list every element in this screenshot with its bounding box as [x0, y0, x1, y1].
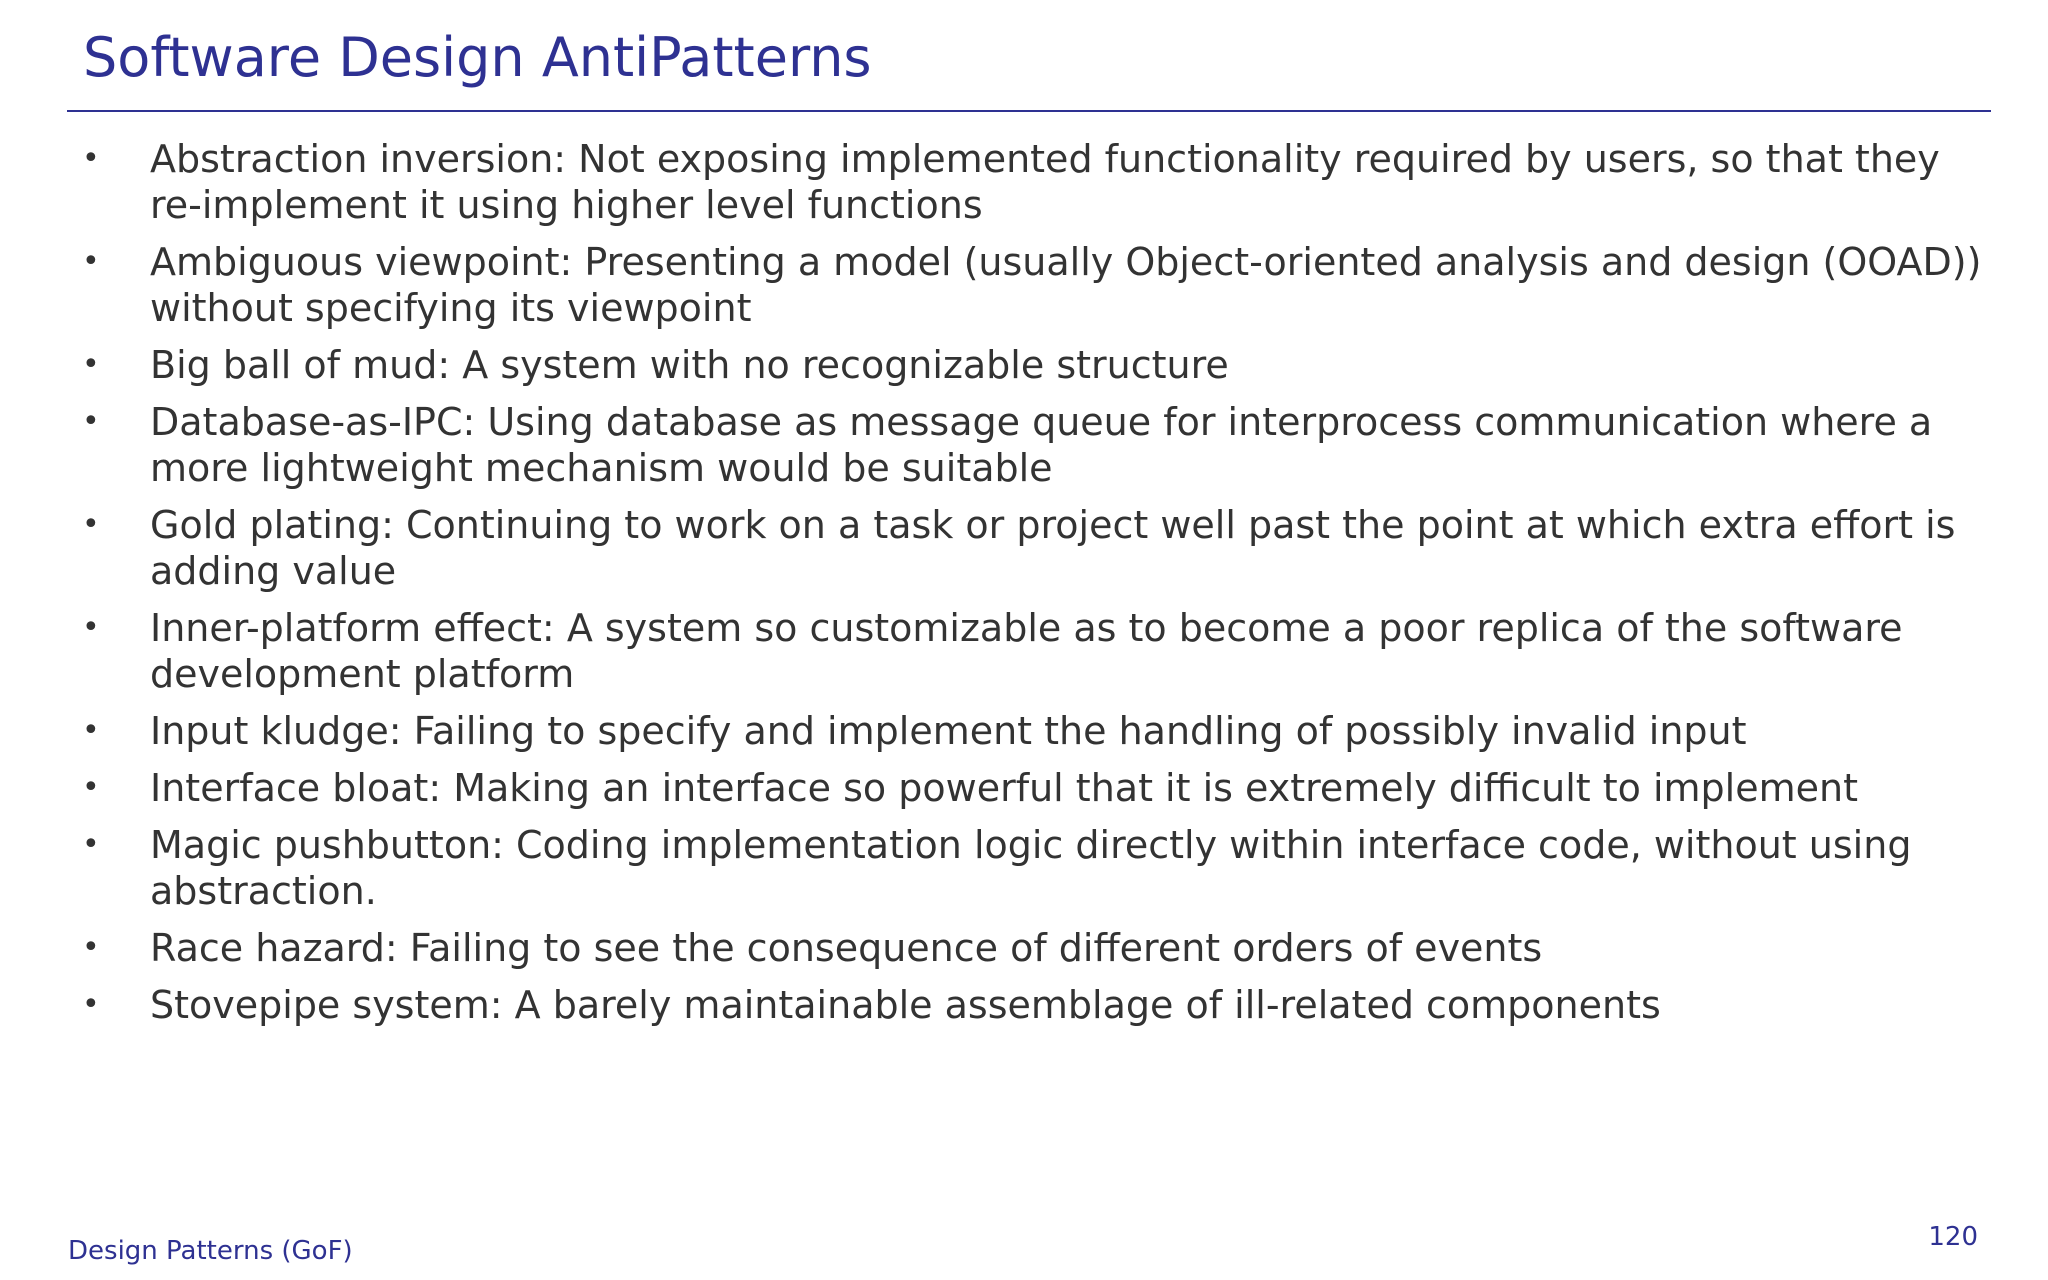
list-item: [82, 708, 1982, 754]
footer-text: Design Patterns (GoF): [68, 1236, 353, 1266]
list-item: [82, 342, 1982, 388]
bullet-text: Input kludge: Failing to specify and implement the handling of possibly invalid input: [150, 709, 1747, 753]
bullet-icon: •: [82, 987, 100, 1022]
page-number: 120: [1928, 1222, 1978, 1252]
bullet-list: [82, 136, 1982, 1039]
list-item: [82, 765, 1982, 811]
list-item: [82, 399, 1982, 491]
list-item: [82, 502, 1982, 594]
bullet-icon: •: [82, 404, 100, 439]
list-item: [82, 239, 1982, 331]
bullet-text: Interface bloat: Making an interface so powerful that it is extremely difficult to implement: [150, 766, 1858, 810]
bullet-icon: •: [82, 141, 100, 176]
bullet-icon: •: [82, 507, 100, 542]
bullet-text: Race hazard: Failing to see the consequence of different orders of events: [150, 926, 1543, 970]
list-item: [82, 605, 1982, 697]
bullet-icon: •: [82, 610, 100, 645]
bullet-text: Abstraction inversion: Not exposing implemented functionality required by users, so that they re-implement it using higher level functions: [150, 137, 1940, 227]
bullet-text: Gold plating: Continuing to work on a task or project well past the point at which extra effort is adding value: [150, 503, 1956, 593]
bullet-text: Big ball of mud: A system with no recognizable structure: [150, 343, 1229, 387]
slide-title: Software Design AntiPatterns: [83, 26, 872, 89]
list-item: [82, 822, 1982, 914]
bullet-icon: •: [82, 770, 100, 805]
bullet-icon: •: [82, 347, 100, 382]
bullet-text: Magic pushbutton: Coding implementation logic directly within interface code, without using abstraction.: [150, 823, 1912, 913]
list-item: [82, 925, 1982, 971]
bullet-text: Database-as-IPC: Using database as message queue for interprocess communication where a more lightweight mechanism would be suitable: [150, 400, 1933, 490]
bullet-text: Inner-platform effect: A system so customizable as to become a poor replica of the software development platform: [150, 606, 1903, 696]
title-divider: [67, 110, 1991, 112]
bullet-icon: •: [82, 827, 100, 862]
bullet-icon: •: [82, 930, 100, 965]
list-item: [82, 982, 1982, 1028]
bullet-text: Stovepipe system: A barely maintainable assemblage of ill-related components: [150, 983, 1661, 1027]
bullet-text: Ambiguous viewpoint: Presenting a model (usually Object-oriented analysis and design (OOAD)) without specifying its viewpoint: [150, 240, 1982, 330]
bullet-icon: •: [82, 244, 100, 279]
list-item: [82, 136, 1982, 228]
bullet-icon: •: [82, 713, 100, 748]
